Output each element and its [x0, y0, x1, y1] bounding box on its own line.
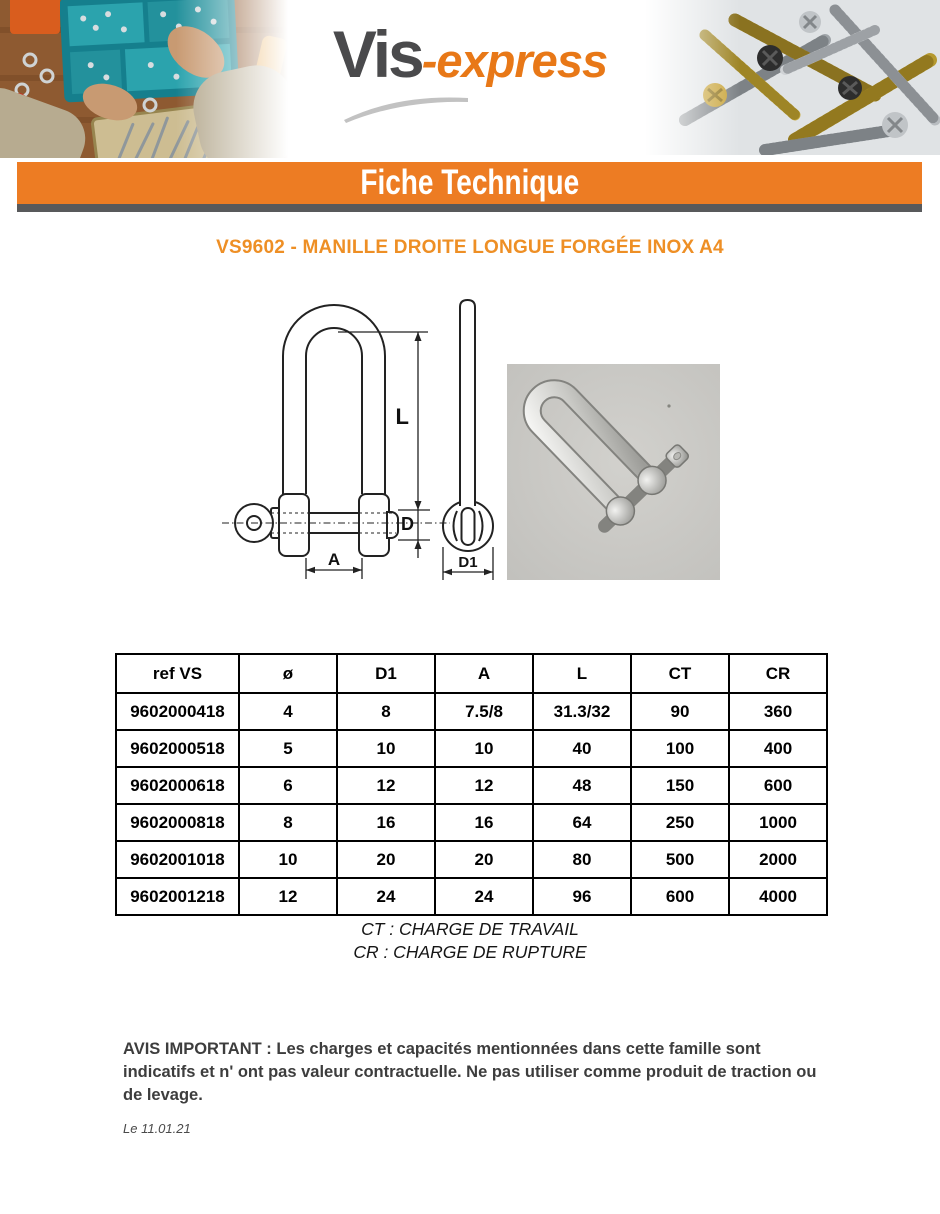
- screws-photo: [645, 0, 940, 155]
- value-cell: 10: [239, 841, 337, 878]
- value-cell: 600: [631, 878, 729, 915]
- value-cell: 16: [435, 804, 533, 841]
- value-cell: 500: [631, 841, 729, 878]
- value-cell: 20: [435, 841, 533, 878]
- value-cell: 24: [337, 878, 435, 915]
- value-cell: 80: [533, 841, 631, 878]
- value-cell: 31.3/32: [533, 693, 631, 730]
- ref-cell: 9602001218: [116, 878, 239, 915]
- col-header-l: L: [533, 654, 631, 693]
- product-photo: [507, 364, 720, 580]
- value-cell: 10: [337, 730, 435, 767]
- table-row: [116, 878, 827, 915]
- ref-cell: 9602000618: [116, 767, 239, 804]
- value-cell: 150: [631, 767, 729, 804]
- disclaimer-text: AVIS IMPORTANT : Les charges et capacités mentionnées dans cette famille sont indicatifs et n' ont pas valeur contractuelle. Ne pas utiliser comme produit de traction ou de levage.: [123, 1040, 817, 1104]
- date-note: Le 11.01.21: [123, 1121, 191, 1136]
- value-cell: 400: [729, 730, 827, 767]
- value-cell: 40: [533, 730, 631, 767]
- value-cell: 100: [631, 730, 729, 767]
- brand-logo: [320, 16, 620, 126]
- value-cell: 24: [435, 878, 533, 915]
- table-row: [116, 730, 827, 767]
- value-cell: 4000: [729, 878, 827, 915]
- value-cell: 250: [631, 804, 729, 841]
- col-header-a: A: [435, 654, 533, 693]
- ref-cell: 9602000818: [116, 804, 239, 841]
- logo-word-express: -express: [421, 34, 608, 87]
- fiche-technique-banner: [17, 162, 922, 204]
- ref-cell: 9602001018: [116, 841, 239, 878]
- legend-ct: CT : CHARGE DE TRAVAIL: [361, 919, 579, 939]
- dim-label-d: D: [401, 514, 414, 534]
- orange-bit-box: [10, 0, 60, 34]
- ref-cell: 9602000518: [116, 730, 239, 767]
- value-cell: 5: [239, 730, 337, 767]
- value-cell: 1000: [729, 804, 827, 841]
- value-cell: 600: [729, 767, 827, 804]
- value-cell: 90: [631, 693, 729, 730]
- value-cell: 16: [337, 804, 435, 841]
- value-cell: 20: [337, 841, 435, 878]
- col-header-ct: CT: [631, 654, 729, 693]
- value-cell: 12: [239, 878, 337, 915]
- table-body: [116, 693, 827, 915]
- table-header-row: [116, 654, 827, 693]
- value-cell: 96: [533, 878, 631, 915]
- technical-drawing: [213, 292, 518, 597]
- value-cell: 360: [729, 693, 827, 730]
- col-header-ref: ref VS: [116, 654, 239, 693]
- value-cell: 8: [337, 693, 435, 730]
- logo-word-vis: Vis: [332, 17, 422, 91]
- col-header-diameter: ø: [239, 654, 337, 693]
- table-row: [116, 804, 827, 841]
- dim-label-d1: D1: [458, 554, 478, 571]
- ref-cell: 9602000418: [116, 693, 239, 730]
- banner-stripe: [17, 204, 922, 212]
- table-legend: [0, 918, 940, 964]
- dim-label-l: L: [395, 404, 409, 429]
- value-cell: 64: [533, 804, 631, 841]
- value-cell: 2000: [729, 841, 827, 878]
- legend-cr: CR : CHARGE DE RUPTURE: [353, 942, 587, 962]
- value-cell: 10: [435, 730, 533, 767]
- logo-swoosh: [342, 88, 472, 124]
- value-cell: 6: [239, 767, 337, 804]
- spec-table: [115, 653, 828, 916]
- table-row: [116, 767, 827, 804]
- dim-label-a: A: [327, 550, 341, 569]
- product-title: VS9602 - MANILLE DROITE LONGUE FORGÉE INOX A4: [216, 237, 724, 258]
- value-cell: 12: [337, 767, 435, 804]
- banner-title: Fiche Technique: [360, 163, 579, 202]
- table-row: [116, 841, 827, 878]
- value-cell: 4: [239, 693, 337, 730]
- workbench-photo: [0, 0, 288, 158]
- value-cell: 48: [533, 767, 631, 804]
- table-row: [116, 693, 827, 730]
- col-header-d1: D1: [337, 654, 435, 693]
- value-cell: 12: [435, 767, 533, 804]
- value-cell: 7.5/8: [435, 693, 533, 730]
- value-cell: 8: [239, 804, 337, 841]
- col-header-cr: CR: [729, 654, 827, 693]
